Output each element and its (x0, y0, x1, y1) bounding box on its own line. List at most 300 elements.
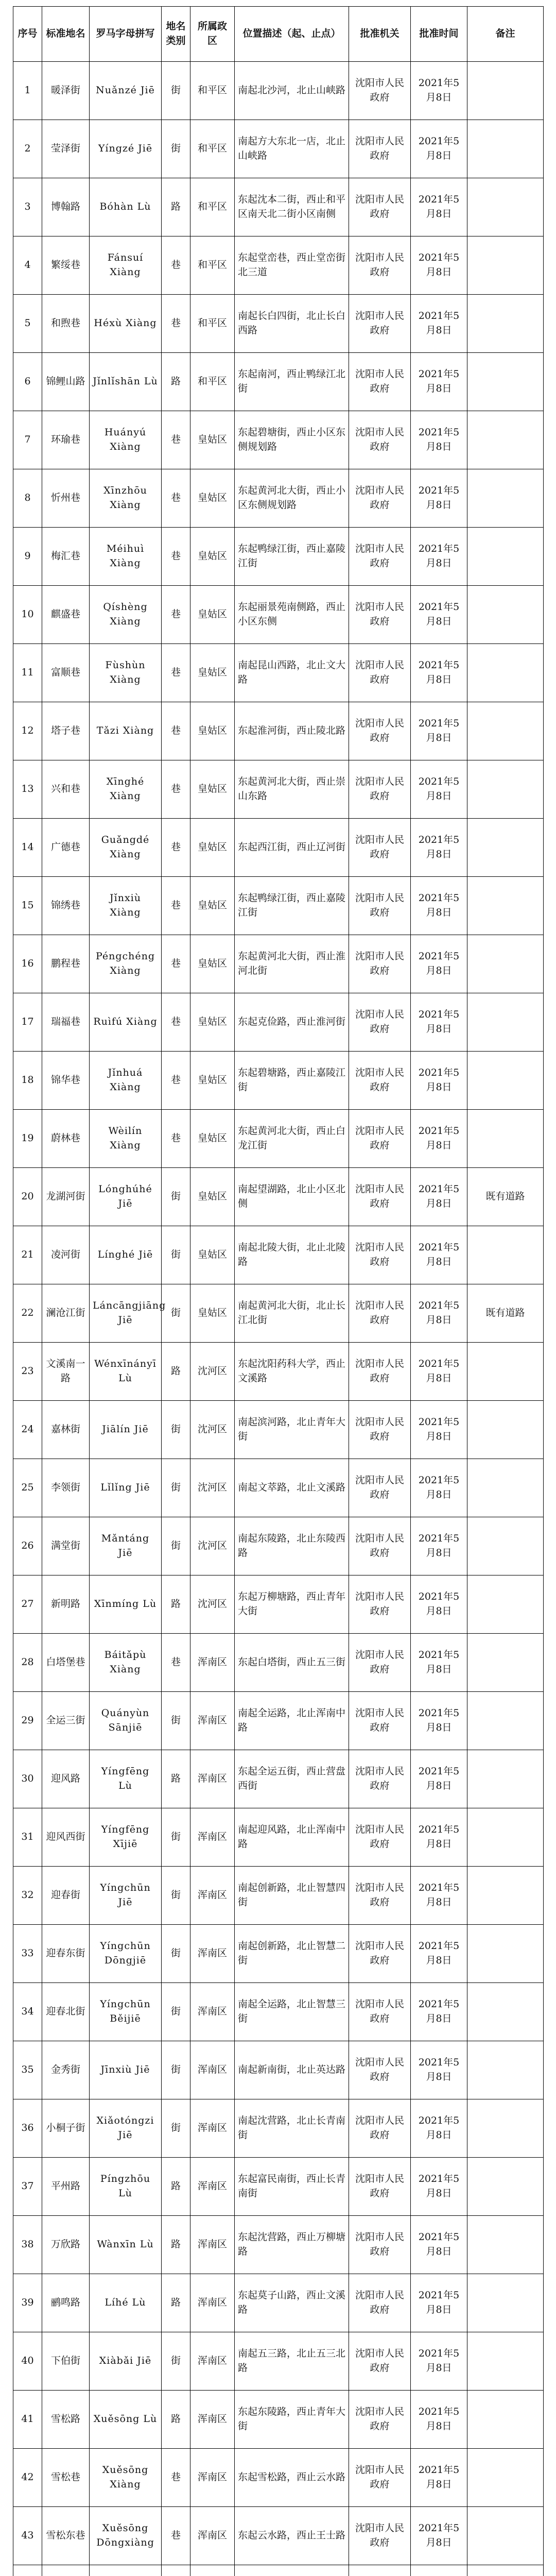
cell-district (190, 2565, 235, 2576)
cell-date: 2021年5月8日 (411, 1750, 467, 1808)
cell-location: 东起黄河北大街，西止小区东侧规划路 (235, 469, 349, 528)
cell-name: 满堂街 (42, 1517, 90, 1575)
cell-name: 雪松路 (42, 2391, 90, 2449)
cell-location: 东起沈营路，西止万柳塘路 (235, 2216, 349, 2274)
cell-location: 南起昆山西路，北止文大路 (235, 644, 349, 702)
cell-date: 2021年5月8日 (411, 1052, 467, 1110)
cell-index: 40 (13, 2332, 42, 2391)
table-row (13, 1634, 544, 1692)
cell-pinyin: Wénxīnányī Lù (90, 1343, 162, 1401)
cell-pinyin: Xuěsōng Lù (90, 2391, 162, 2449)
cell-district: 浑南区 (190, 2332, 235, 2391)
table-row (13, 1110, 544, 1168)
cell-index: 30 (13, 1750, 42, 1808)
cell-index: 17 (13, 993, 42, 1052)
cell-remark (467, 1343, 544, 1401)
cell-type: 巷 (162, 644, 190, 702)
header-pinyin: 罗马字母拼写 (90, 7, 162, 62)
cell-district: 皇姑区 (190, 877, 235, 935)
table-row (13, 2391, 544, 2449)
cell-name: 万欣路 (42, 2216, 90, 2274)
cell-pinyin: Jǐnhuá Xiàng (90, 1052, 162, 1110)
cell-name: 雪松巷 (42, 2449, 90, 2507)
cell-type: 巷 (162, 295, 190, 353)
cell-remark (467, 1052, 544, 1110)
cell-district: 皇姑区 (190, 1226, 235, 1284)
cell-district: 浑南区 (190, 2449, 235, 2507)
cell-district: 浑南区 (190, 2158, 235, 2216)
cell-index: 26 (13, 1517, 42, 1575)
cell-name: 白塔堡巷 (42, 1634, 90, 1692)
cell-type: 街 (162, 1226, 190, 1284)
cell-index: 35 (13, 2041, 42, 2099)
table-row (13, 819, 544, 877)
cell-pinyin (90, 2565, 162, 2576)
cell-date: 2021年5月8日 (411, 2507, 467, 2565)
cell-type: 巷 (162, 760, 190, 819)
cell-name: 蔚林巷 (42, 1110, 90, 1168)
cell-date: 2021年5月8日 (411, 1343, 467, 1401)
cell-type: 街 (162, 2332, 190, 2391)
cell-location: 南起方大东北一店，北止山峡路 (235, 120, 349, 178)
cell-remark (467, 819, 544, 877)
cell-authority (349, 2565, 411, 2576)
cell-location: 南起迎风路，北止浑南中路 (235, 1808, 349, 1867)
cell-remark (467, 1983, 544, 2041)
cell-district: 皇姑区 (190, 760, 235, 819)
cell-name: 嘉林街 (42, 1401, 90, 1459)
cell-type: 巷 (162, 1110, 190, 1168)
cell-authority: 沈阳市人民政府 (349, 2449, 411, 2507)
table-row (13, 120, 544, 178)
cell-name: 锦绣巷 (42, 877, 90, 935)
table-row (13, 760, 544, 819)
cell-type: 巷 (162, 1634, 190, 1692)
cell-authority: 沈阳市人民政府 (349, 528, 411, 586)
cell-pinyin: Xīnghé Xiàng (90, 760, 162, 819)
cell-date: 2021年5月8日 (411, 1692, 467, 1750)
table-row (13, 586, 544, 644)
cell-remark (467, 1459, 544, 1517)
cell-location: 东起雪松路，西止云水路 (235, 2449, 349, 2507)
cell-pinyin: Jīnxiù Jiē (90, 2041, 162, 2099)
cell-location: 南起东陵路，北止东陵西路 (235, 1517, 349, 1575)
cell-type: 街 (162, 1983, 190, 2041)
cell-location: 南起全运路，北止智慧三街 (235, 1983, 349, 2041)
cell-name: 下伯街 (42, 2332, 90, 2391)
cell-remark (467, 1634, 544, 1692)
cell-type (162, 2565, 190, 2576)
cell-authority: 沈阳市人民政府 (349, 120, 411, 178)
cell-type: 街 (162, 1925, 190, 1983)
cell-name: 环瑜巷 (42, 411, 90, 469)
table-row (13, 353, 544, 411)
cell-name: 全运三街 (42, 1692, 90, 1750)
header-location: 位置描述（起、止点） (235, 7, 349, 62)
cell-index: 32 (13, 1867, 42, 1925)
cell-index: 11 (13, 644, 42, 702)
cell-type: 巷 (162, 469, 190, 528)
table-row (13, 178, 544, 236)
cell-name: 澜沧江街 (42, 1284, 90, 1343)
cell-authority: 沈阳市人民政府 (349, 877, 411, 935)
cell-authority: 沈阳市人民政府 (349, 1343, 411, 1401)
cell-location: 南起滨河路，北止青年大街 (235, 1401, 349, 1459)
cell-district: 沈河区 (190, 1343, 235, 1401)
cell-remark (467, 2507, 544, 2565)
cell-name: 和煦巷 (42, 295, 90, 353)
cell-remark (467, 528, 544, 586)
header-name: 标准地名 (42, 7, 90, 62)
cell-index: 23 (13, 1343, 42, 1401)
cell-type: 巷 (162, 586, 190, 644)
cell-location: 东起全运五街，西止营盘西街 (235, 1750, 349, 1808)
cell-type: 街 (162, 1284, 190, 1343)
table-row (13, 1867, 544, 1925)
cell-date: 2021年5月8日 (411, 236, 467, 295)
table-row (13, 2332, 544, 2391)
cell-remark (467, 62, 544, 120)
cell-name: 麒盛巷 (42, 586, 90, 644)
cell-remark: 既有道路 (467, 1284, 544, 1343)
cell-authority: 沈阳市人民政府 (349, 2507, 411, 2565)
cell-location: 南起望湖路，北止小区北侧 (235, 1168, 349, 1226)
cell-pinyin: Yíngfēng Xījiē (90, 1808, 162, 1867)
cell-authority: 沈阳市人民政府 (349, 1401, 411, 1459)
cell-index: 3 (13, 178, 42, 236)
cell-pinyin: Jǐnlǐshān Lù (90, 353, 162, 411)
cell-pinyin: Xuěsōng Xiàng (90, 2449, 162, 2507)
cell-date: 2021年5月8日 (411, 1226, 467, 1284)
cell-authority: 沈阳市人民政府 (349, 1867, 411, 1925)
cell-type: 路 (162, 1343, 190, 1401)
cell-type: 街 (162, 1401, 190, 1459)
cell-location: 南起沈营路，北止长青南街 (235, 2099, 349, 2158)
cell-name: 文溪南一路 (42, 1343, 90, 1401)
cell-remark (467, 2565, 544, 2576)
place-name-table (13, 6, 544, 2576)
table-row (13, 528, 544, 586)
cell-type: 巷 (162, 702, 190, 760)
cell-type: 巷 (162, 411, 190, 469)
cell-index: 2 (13, 120, 42, 178)
cell-name: 鹏程巷 (42, 935, 90, 993)
table-row (13, 2041, 544, 2099)
cell-index: 5 (13, 295, 42, 353)
cell-authority: 沈阳市人民政府 (349, 935, 411, 993)
cell-index: 20 (13, 1168, 42, 1226)
cell-date: 2021年5月8日 (411, 2158, 467, 2216)
cell-location: 东起东陵路，西止青年大街 (235, 2391, 349, 2449)
cell-location: 南起黄河北大街，北止长江北街 (235, 1284, 349, 1343)
cell-index: 13 (13, 760, 42, 819)
table-row (13, 702, 544, 760)
cell-remark (467, 935, 544, 993)
cell-location: 东起黄河北大街，西止崇山东路 (235, 760, 349, 819)
cell-location: 东起丽景苑南侧路，西止小区东侧 (235, 586, 349, 644)
cell-date: 2021年5月8日 (411, 993, 467, 1052)
cell-authority: 沈阳市人民政府 (349, 702, 411, 760)
cell-type: 街 (162, 1459, 190, 1517)
table-row (13, 1284, 544, 1343)
cell-date: 2021年5月8日 (411, 2216, 467, 2274)
cell-index: 28 (13, 1634, 42, 1692)
cell-location: 东起南河，西止鸭绿江北街 (235, 353, 349, 411)
cell-location: 东起鸭绿江街，西止嘉陵江街 (235, 528, 349, 586)
cell-district: 沈河区 (190, 1459, 235, 1517)
cell-name: 瑞福巷 (42, 993, 90, 1052)
cell-district: 皇姑区 (190, 1284, 235, 1343)
cell-date: 2021年5月8日 (411, 644, 467, 702)
cell-district: 皇姑区 (190, 644, 235, 702)
cell-name: 繁绥巷 (42, 236, 90, 295)
cell-district: 浑南区 (190, 1692, 235, 1750)
cell-pinyin: Wèilín Xiàng (90, 1110, 162, 1168)
cell-remark (467, 353, 544, 411)
cell-date: 2021年5月8日 (411, 935, 467, 993)
cell-authority: 沈阳市人民政府 (349, 2099, 411, 2158)
cell-remark (467, 2099, 544, 2158)
cell-type: 路 (162, 2391, 190, 2449)
cell-location: 东起克俭路，西止淮河街 (235, 993, 349, 1052)
cell-pinyin: Yíngzé Jiē (90, 120, 162, 178)
cell-date: 2021年5月8日 (411, 1284, 467, 1343)
cell-index: 18 (13, 1052, 42, 1110)
cell-index: 19 (13, 1110, 42, 1168)
header-remark: 备注 (467, 7, 544, 62)
cell-district: 皇姑区 (190, 528, 235, 586)
cell-date: 2021年5月8日 (411, 1634, 467, 1692)
cell-remark (467, 1517, 544, 1575)
cell-date: 2021年5月8日 (411, 353, 467, 411)
cell-pinyin: Xiàbǎi Jiē (90, 2332, 162, 2391)
cell-type: 巷 (162, 819, 190, 877)
cell-district: 浑南区 (190, 1867, 235, 1925)
cell-index: 27 (13, 1575, 42, 1634)
cell-date: 2021年5月8日 (411, 760, 467, 819)
cell-district: 皇姑区 (190, 993, 235, 1052)
cell-authority: 沈阳市人民政府 (349, 178, 411, 236)
cell-authority: 沈阳市人民政府 (349, 2332, 411, 2391)
cell-remark (467, 1692, 544, 1750)
cell-location: 南起新南街，北止英达路 (235, 2041, 349, 2099)
cell-date: 2021年5月8日 (411, 1168, 467, 1226)
cell-pinyin: Píngzhōu Lù (90, 2158, 162, 2216)
cell-remark (467, 469, 544, 528)
cell-type: 巷 (162, 528, 190, 586)
table-row (13, 2507, 544, 2565)
cell-index: 6 (13, 353, 42, 411)
cell-pinyin: Héxù Xiàng (90, 295, 162, 353)
cell-index: 39 (13, 2274, 42, 2332)
table-row (13, 1750, 544, 1808)
cell-authority: 沈阳市人民政府 (349, 295, 411, 353)
cell-remark (467, 877, 544, 935)
header-date: 批准时间 (411, 7, 467, 62)
cell-remark (467, 1110, 544, 1168)
cell-pinyin: Láncāngjiāng Jiē (90, 1284, 162, 1343)
cell-index: 34 (13, 1983, 42, 2041)
cell-date: 2021年5月8日 (411, 62, 467, 120)
cell-name: 广德巷 (42, 819, 90, 877)
cell-type: 巷 (162, 935, 190, 993)
cell-remark (467, 178, 544, 236)
cell-district: 浑南区 (190, 1983, 235, 2041)
cell-remark (467, 2216, 544, 2274)
cell-pinyin: Yíngchūn Dōngjiē (90, 1925, 162, 1983)
cell-type: 街 (162, 2041, 190, 2099)
cell-district: 浑南区 (190, 2391, 235, 2449)
cell-index: 21 (13, 1226, 42, 1284)
cell-date: 2021年5月8日 (411, 1517, 467, 1575)
table-row (13, 2449, 544, 2507)
cell-pinyin: Jiālín Jiē (90, 1401, 162, 1459)
cell-pinyin: Qíshèng Xiàng (90, 586, 162, 644)
cell-remark (467, 2391, 544, 2449)
cell-pinyin: Líhé Lù (90, 2274, 162, 2332)
cell-index: 29 (13, 1692, 42, 1750)
cell-name: 龙湖河街 (42, 1168, 90, 1226)
cell-authority: 沈阳市人民政府 (349, 1168, 411, 1226)
table-row (13, 2274, 544, 2332)
cell-authority: 沈阳市人民政府 (349, 1284, 411, 1343)
cell-authority: 沈阳市人民政府 (349, 2274, 411, 2332)
cell-location: 东起沈阳药科大学，西止文溪路 (235, 1343, 349, 1401)
table-row (13, 1692, 544, 1750)
cell-location: 南起全运路，北止浑南中路 (235, 1692, 349, 1750)
cell-location: 东起莫子山路，西止文溪路 (235, 2274, 349, 2332)
cell-index: 22 (13, 1284, 42, 1343)
cell-date: 2021年5月8日 (411, 1110, 467, 1168)
cell-location: 东起富民南街，西止长青南街 (235, 2158, 349, 2216)
cell-index: 1 (13, 62, 42, 120)
cell-pinyin: Ruìfú Xiàng (90, 993, 162, 1052)
cell-pinyin: Xīnzhōu Xiàng (90, 469, 162, 528)
cell-name: 迎春东街 (42, 1925, 90, 1983)
table-row (13, 1575, 544, 1634)
cell-district: 皇姑区 (190, 586, 235, 644)
cell-date: 2021年5月8日 (411, 2332, 467, 2391)
table-row (13, 1401, 544, 1459)
cell-type: 街 (162, 1692, 190, 1750)
table-row (13, 2158, 544, 2216)
cell-name: 兴和巷 (42, 760, 90, 819)
cell-remark (467, 702, 544, 760)
cell-date: 2021年5月8日 (411, 2391, 467, 2449)
cell-district: 浑南区 (190, 2041, 235, 2099)
cell-type: 路 (162, 1575, 190, 1634)
cell-district: 和平区 (190, 353, 235, 411)
table-row (13, 2099, 544, 2158)
cell-authority: 沈阳市人民政府 (349, 1634, 411, 1692)
cell-authority: 沈阳市人民政府 (349, 2158, 411, 2216)
cell-type: 街 (162, 2099, 190, 2158)
cell-district: 皇姑区 (190, 819, 235, 877)
table-row (13, 62, 544, 120)
cell-index: 24 (13, 1401, 42, 1459)
cell-name: 迎风西街 (42, 1808, 90, 1867)
header-row (13, 7, 544, 62)
cell-pinyin: Fánsuí Xiàng (90, 236, 162, 295)
cell-authority: 沈阳市人民政府 (349, 1052, 411, 1110)
cell-pinyin: Bóhàn Lù (90, 178, 162, 236)
cell-pinyin: Jǐnxiù Xiàng (90, 877, 162, 935)
cell-district: 和平区 (190, 120, 235, 178)
cell-type: 巷 (162, 236, 190, 295)
cell-type: 路 (162, 178, 190, 236)
cell-date: 2021年5月8日 (411, 1983, 467, 2041)
cell-index: 43 (13, 2507, 42, 2565)
cell-remark (467, 586, 544, 644)
cell-remark: 既有道路 (467, 1168, 544, 1226)
table-row (13, 993, 544, 1052)
cell-type: 巷 (162, 877, 190, 935)
cell-date: 2021年5月8日 (411, 1925, 467, 1983)
cell-district: 皇姑区 (190, 702, 235, 760)
cell-date (411, 2565, 467, 2576)
header-index: 序号 (13, 7, 42, 62)
cell-authority: 沈阳市人民政府 (349, 2391, 411, 2449)
cell-remark (467, 1867, 544, 1925)
cell-date: 2021年5月8日 (411, 1575, 467, 1634)
cell-authority: 沈阳市人民政府 (349, 62, 411, 120)
cell-date: 2021年5月8日 (411, 178, 467, 236)
cell-authority: 沈阳市人民政府 (349, 1517, 411, 1575)
cell-date: 2021年5月8日 (411, 1867, 467, 1925)
cell-district: 浑南区 (190, 2216, 235, 2274)
cell-index: 4 (13, 236, 42, 295)
table-row (13, 236, 544, 295)
cell-name: 富顺巷 (42, 644, 90, 702)
cell-location: 南起五三路，北止五三北路 (235, 2332, 349, 2391)
cell-authority: 沈阳市人民政府 (349, 1226, 411, 1284)
cell-pinyin: Lǐlǐng Jiē (90, 1459, 162, 1517)
cell-authority: 沈阳市人民政府 (349, 586, 411, 644)
cell-type: 巷 (162, 2449, 190, 2507)
cell-district: 和平区 (190, 178, 235, 236)
table-row (13, 1808, 544, 1867)
cell-district: 浑南区 (190, 2507, 235, 2565)
cell-date: 2021年5月8日 (411, 2041, 467, 2099)
cell-location: 东起万柳塘路，西止青年大街 (235, 1575, 349, 1634)
cell-pinyin: Wànxīn Lù (90, 2216, 162, 2274)
cell-name: 新明路 (42, 1575, 90, 1634)
cell-type: 路 (162, 2158, 190, 2216)
cell-date: 2021年5月8日 (411, 469, 467, 528)
header-authority: 批准机关 (349, 7, 411, 62)
cell-authority: 沈阳市人民政府 (349, 1808, 411, 1867)
cell-location: 东起碧塘街，西止小区东侧规划路 (235, 411, 349, 469)
cell-remark (467, 993, 544, 1052)
cell-pinyin: Huányú Xiàng (90, 411, 162, 469)
cell-date: 2021年5月8日 (411, 528, 467, 586)
cell-name: 雪松东巷 (42, 2507, 90, 2565)
cell-index: 38 (13, 2216, 42, 2274)
cell-remark (467, 2041, 544, 2099)
cell-district: 浑南区 (190, 1750, 235, 1808)
cell-index: 14 (13, 819, 42, 877)
cell-authority: 沈阳市人民政府 (349, 1459, 411, 1517)
cell-location: 东起淮河街，西止陵北路 (235, 702, 349, 760)
cell-remark (467, 760, 544, 819)
table-row (13, 295, 544, 353)
cell-authority: 沈阳市人民政府 (349, 411, 411, 469)
cell-district: 和平区 (190, 295, 235, 353)
cell-district: 浑南区 (190, 1808, 235, 1867)
table-row (13, 1052, 544, 1110)
cell-name: 迎风路 (42, 1750, 90, 1808)
cell-date: 2021年5月8日 (411, 1401, 467, 1459)
